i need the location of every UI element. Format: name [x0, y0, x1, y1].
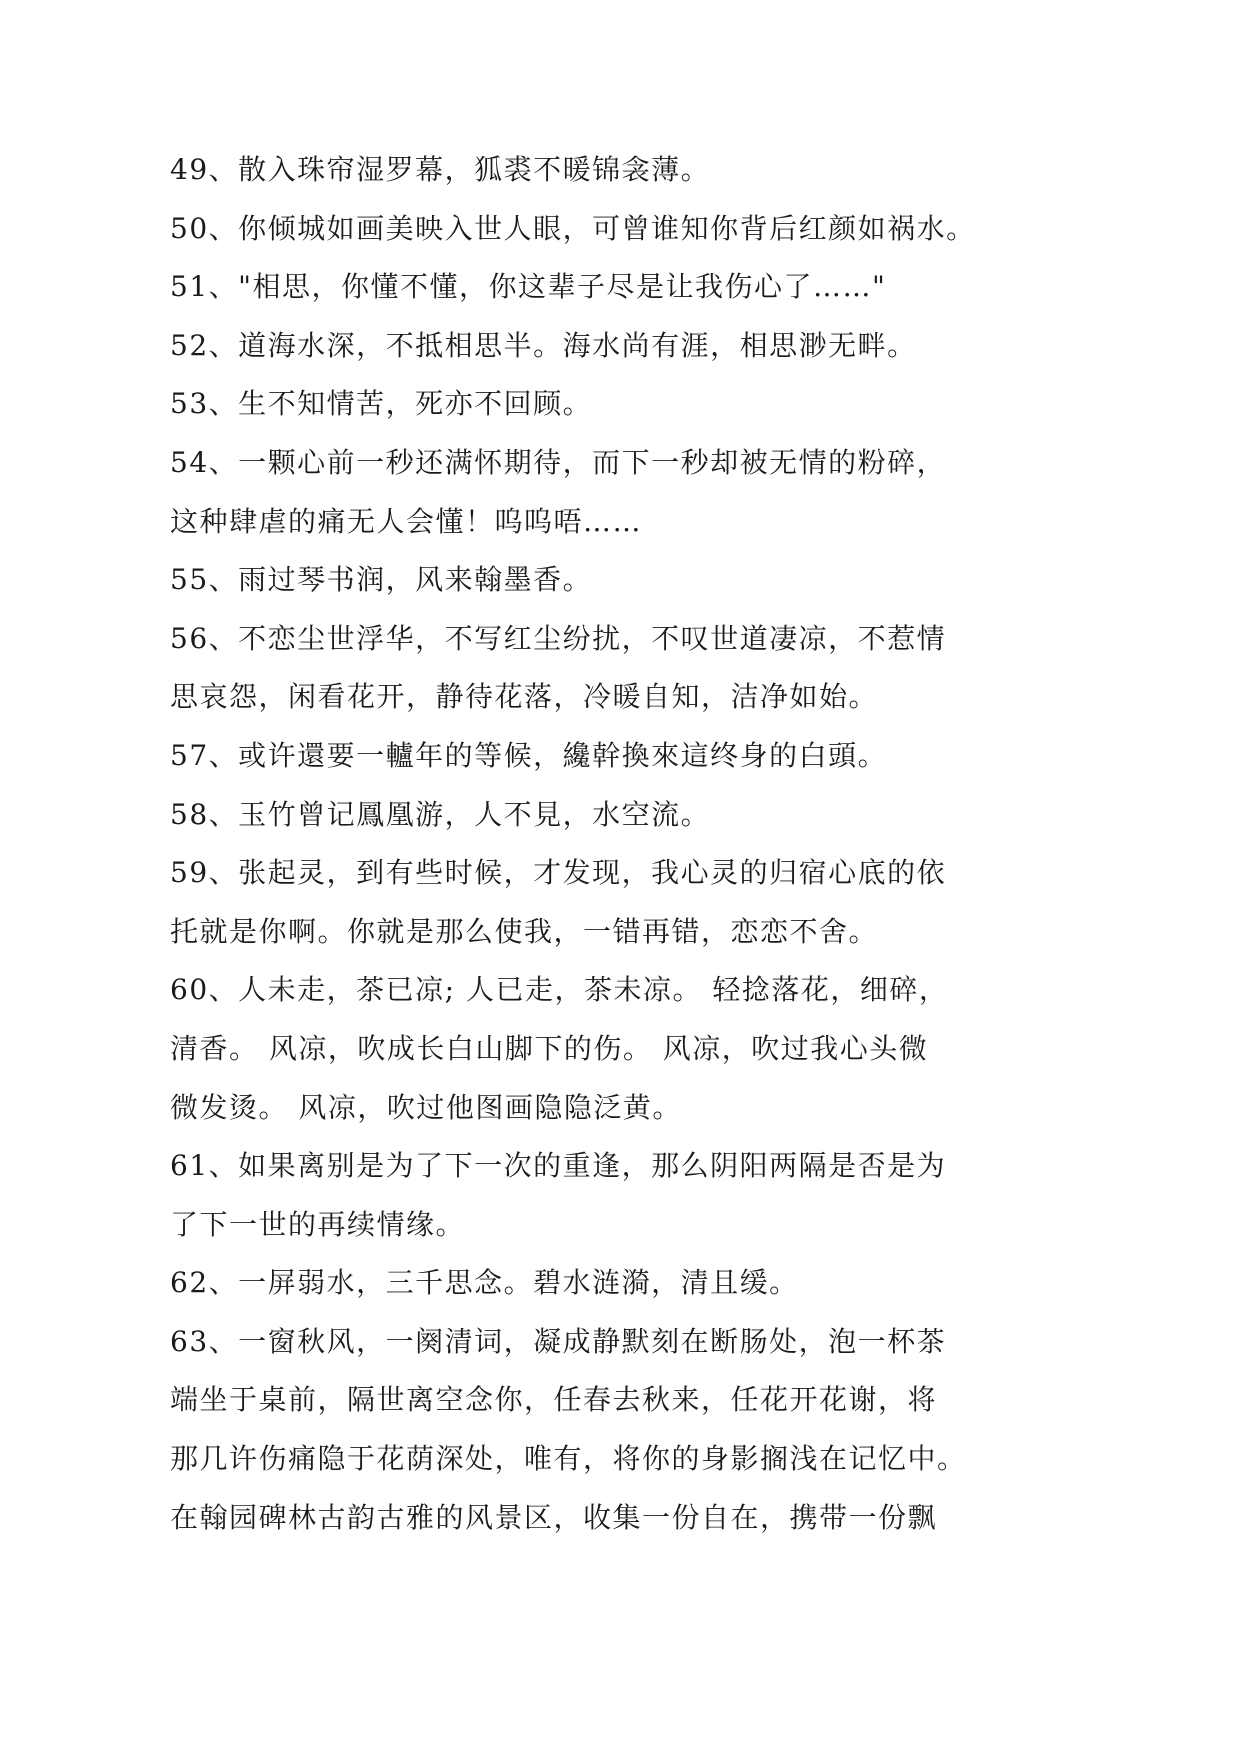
- entry-line: 托就是你啊。你就是那么使我，一错再错，恋恋不舍。: [170, 914, 879, 948]
- entry-line: 清香。 风凉，吹成长白山脚下的伤。 风凉，吹过我心头微: [170, 1031, 929, 1065]
- entry-line: 55、雨过琴书润，风来翰墨香。: [170, 563, 593, 597]
- entry-55: [170, 551, 1241, 610]
- entry-line: 50、你倾城如画美映入世人眼，可曾谁知你背后红颜如祸水。: [170, 211, 976, 245]
- entry-49: [170, 141, 1241, 200]
- entry-line: 这种肆虐的痛无人会懂！呜呜唔……: [170, 504, 643, 538]
- entry-58: [170, 786, 1241, 845]
- entry-line: 在翰园碑林古韵古雅的风景区，收集一份自在，携带一份飘: [170, 1500, 938, 1534]
- entry-60: [170, 961, 1241, 1137]
- entry-62: [170, 1254, 1241, 1313]
- entry-51: [170, 258, 1241, 317]
- entry-line: 49、散入珠帘湿罗幕，狐裘不暖锦衾薄。: [170, 153, 711, 186]
- entry-line: 53、生不知情苦，死亦不回顾。: [170, 387, 593, 421]
- entry-line: 57、或许還要一轤年的等候，纔幹換來這终身的白頭。: [170, 738, 888, 772]
- entry-line: 思哀怨，闲看花开，静待花落，冷暖自知，洁净如始。: [170, 680, 879, 714]
- entry-63: [170, 1313, 1241, 1547]
- entry-line: 63、一窗秋风，一阕清词，凝成静默刻在断肠处，泡一杯茶: [170, 1324, 947, 1358]
- entry-line: 58、玉竹曾记鳳凰游，人不見，水空流。: [170, 797, 711, 831]
- entry-line: 51、"相思，你懂不懂，你这辈子尽是让我伤心了……": [170, 270, 887, 304]
- entry-52: [170, 317, 1241, 376]
- entry-line: 微发烫。 风凉，吹过他图画隐隐泛黄。: [170, 1090, 682, 1124]
- entry-53: [170, 375, 1241, 434]
- entry-54: [170, 434, 1241, 551]
- entry-line: 59、张起灵，到有些时候，才发现，我心灵的归宿心底的依: [170, 856, 947, 890]
- entry-line: 54、一颗心前一秒还满怀期待，而下一秒却被无情的粉碎，: [170, 445, 947, 479]
- entry-line: 62、一屏弱水，三千思念。碧水涟漪，清且缓。: [170, 1266, 799, 1300]
- entry-59: [170, 844, 1241, 961]
- entry-line: 那几许伤痛隐于花荫深处，唯有，将你的身影搁浅在记忆中。: [170, 1442, 967, 1476]
- entry-line: 52、道海水深，不抵相思半。海水尚有涯，相思渺无畔。: [170, 328, 917, 362]
- entry-61: [170, 1137, 1241, 1254]
- entry-56: [170, 610, 1241, 727]
- entry-57: [170, 727, 1241, 786]
- entry-line: 60、人未走，茶已凉; 人已走，茶未凉。 轻捻落花，细碎，: [170, 973, 949, 1007]
- entry-line: 了下一世的再续情缘。: [170, 1207, 466, 1241]
- entry-50: [170, 200, 1241, 259]
- entry-line: 端坐于桌前，隔世离空念你，任春去秋来，任花开花谢，将: [170, 1383, 938, 1417]
- entry-line: 56、不恋尘世浮华，不写红尘纷扰，不叹世道凄凉，不惹情: [170, 621, 947, 655]
- entry-line: 61、如果离别是为了下一次的重逢，那么阴阳两隔是否是为: [170, 1149, 947, 1183]
